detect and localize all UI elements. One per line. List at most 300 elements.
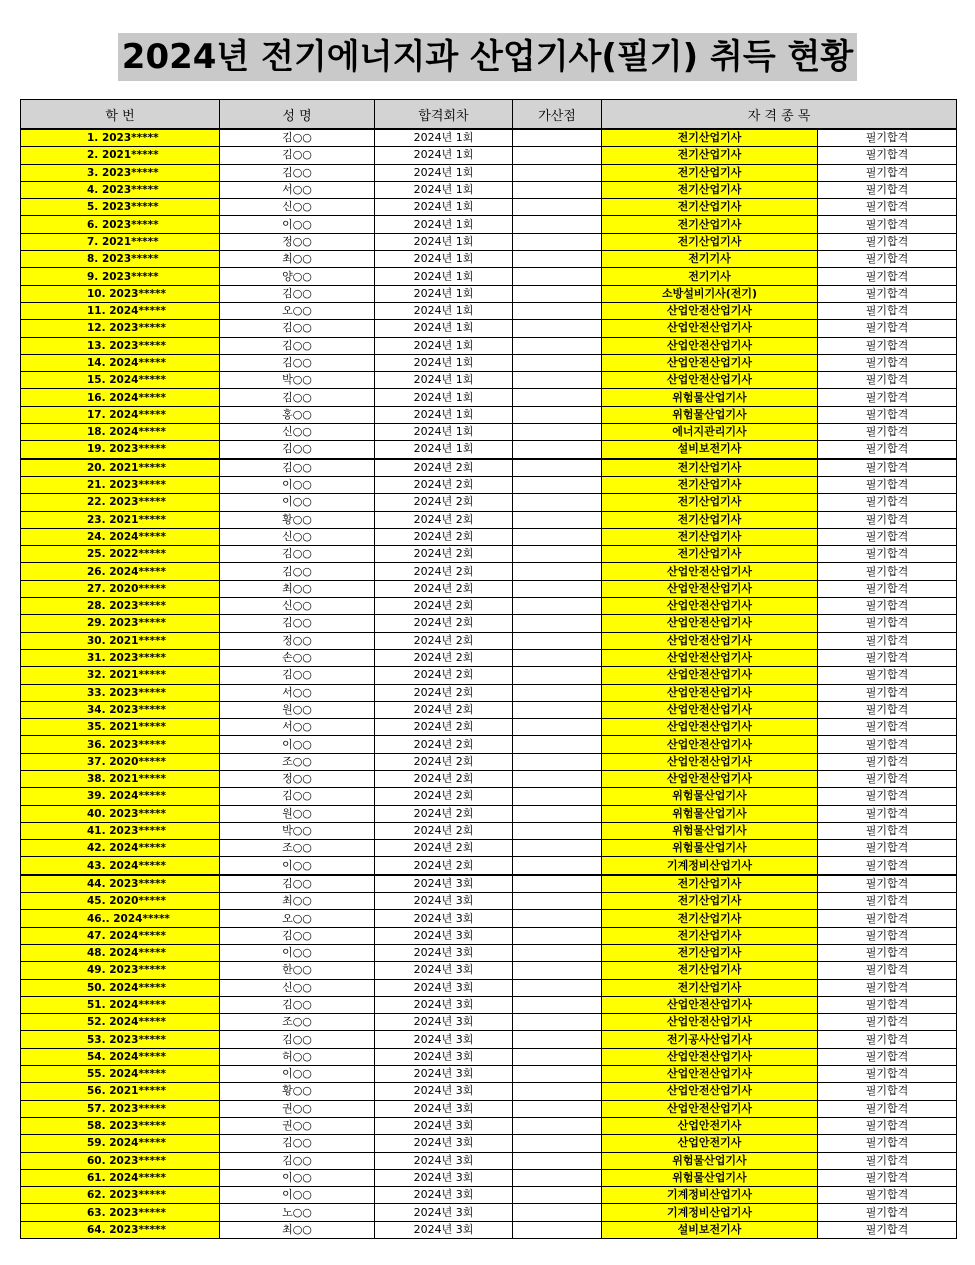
table-row: [21, 840, 957, 857]
cell-student-no: 27. 2020*****: [21, 580, 220, 597]
cell-bonus: [513, 441, 602, 459]
cell-round: 2024년 2회: [375, 563, 513, 580]
cell-bonus: [513, 770, 602, 787]
cell-name: 신○○: [220, 598, 375, 615]
cell-name: 김○○: [220, 788, 375, 805]
cell-round: 2024년 2회: [375, 667, 513, 684]
cell-bonus: [513, 476, 602, 493]
cell-round: 2024년 3회: [375, 1117, 513, 1134]
table-row: [21, 1066, 957, 1083]
cell-student-no: 50. 2024*****: [21, 979, 220, 996]
cell-bonus: [513, 459, 602, 477]
cell-student-no: 12. 2023*****: [21, 320, 220, 337]
table-row: [21, 910, 957, 927]
table-row: [21, 563, 957, 580]
cell-bonus: [513, 615, 602, 632]
cell-bonus: [513, 580, 602, 597]
cell-name: 이○○: [220, 736, 375, 753]
cell-result: 필기합격: [818, 962, 957, 979]
table-row: [21, 944, 957, 961]
cell-bonus: [513, 302, 602, 319]
cell-result: 필기합격: [818, 1152, 957, 1169]
cell-cert: 산업안전산업기사: [602, 354, 818, 371]
table-row: [21, 979, 957, 996]
table-row: [21, 1083, 957, 1100]
cell-result: 필기합격: [818, 944, 957, 961]
cell-name: 황○○: [220, 511, 375, 528]
cell-round: 2024년 1회: [375, 233, 513, 250]
cell-result: 필기합격: [818, 494, 957, 511]
cell-bonus: [513, 164, 602, 181]
table-row: [21, 147, 957, 164]
cell-name: 박○○: [220, 372, 375, 389]
cell-round: 2024년 3회: [375, 1169, 513, 1186]
cell-cert: 전기산업기사: [602, 181, 818, 198]
cell-cert: 위험물산업기사: [602, 822, 818, 839]
table-row: [21, 285, 957, 302]
cell-result: 필기합격: [818, 563, 957, 580]
cell-name: 김○○: [220, 147, 375, 164]
cell-cert: 산업안전산업기사: [602, 770, 818, 787]
cell-bonus: [513, 1117, 602, 1134]
cell-round: 2024년 3회: [375, 962, 513, 979]
table-row: [21, 1169, 957, 1186]
cell-student-no: 52. 2024*****: [21, 1014, 220, 1031]
cell-student-no: 63. 2023*****: [21, 1204, 220, 1221]
cell-cert: 위험물산업기사: [602, 788, 818, 805]
cell-bonus: [513, 667, 602, 684]
cell-name: 서○○: [220, 684, 375, 701]
cell-round: 2024년 2회: [375, 511, 513, 528]
cell-round: 2024년 2회: [375, 632, 513, 649]
table-row: [21, 770, 957, 787]
cell-bonus: [513, 268, 602, 285]
table-row: [21, 753, 957, 770]
cell-cert: 산업안전산업기사: [602, 719, 818, 736]
cell-name: 김○○: [220, 667, 375, 684]
cell-bonus: [513, 1066, 602, 1083]
cell-student-no: 60. 2023*****: [21, 1152, 220, 1169]
cell-cert: 위험물산업기사: [602, 805, 818, 822]
cell-round: 2024년 1회: [375, 164, 513, 181]
cell-bonus: [513, 216, 602, 233]
cell-student-no: 25. 2022*****: [21, 546, 220, 563]
cell-bonus: [513, 233, 602, 250]
cell-result: 필기합격: [818, 216, 957, 233]
cell-name: 최○○: [220, 251, 375, 268]
table-row: [21, 528, 957, 545]
cell-name: 권○○: [220, 1100, 375, 1117]
cell-name: 신○○: [220, 199, 375, 216]
cell-name: 홍○○: [220, 406, 375, 423]
cell-bonus: [513, 649, 602, 666]
cell-student-no: 31. 2023*****: [21, 649, 220, 666]
cell-student-no: 43. 2024*****: [21, 857, 220, 875]
table-row: [21, 511, 957, 528]
cell-round: 2024년 3회: [375, 1048, 513, 1065]
cell-cert: 전기산업기사: [602, 962, 818, 979]
cell-result: 필기합격: [818, 1221, 957, 1238]
cell-round: 2024년 1회: [375, 251, 513, 268]
cell-name: 최○○: [220, 893, 375, 910]
cell-name: 오○○: [220, 910, 375, 927]
cell-round: 2024년 3회: [375, 1083, 513, 1100]
cell-student-no: 35. 2021*****: [21, 719, 220, 736]
table-row: [21, 1135, 957, 1152]
cell-cert: 전기기사: [602, 268, 818, 285]
page-title: 2024년 전기에너지과 산업기사(필기) 취득 현황: [118, 33, 857, 81]
cell-result: 필기합격: [818, 719, 957, 736]
cell-cert: 전기산업기사: [602, 199, 818, 216]
cell-bonus: [513, 1135, 602, 1152]
table-row: [21, 719, 957, 736]
cell-bonus: [513, 199, 602, 216]
cell-student-no: 38. 2021*****: [21, 770, 220, 787]
cell-round: 2024년 3회: [375, 910, 513, 927]
cell-name: 원○○: [220, 805, 375, 822]
cell-result: 필기합격: [818, 857, 957, 875]
cell-cert: 설비보전기사: [602, 441, 818, 459]
cell-result: 필기합격: [818, 649, 957, 666]
cell-name: 신○○: [220, 528, 375, 545]
cell-student-no: 1. 2023*****: [21, 129, 220, 147]
cell-result: 필기합격: [818, 337, 957, 354]
cell-student-no: 44. 2023*****: [21, 875, 220, 893]
cell-round: 2024년 1회: [375, 337, 513, 354]
cell-name: 이○○: [220, 1169, 375, 1186]
cell-student-no: 53. 2023*****: [21, 1031, 220, 1048]
cell-cert: 산업안전산업기사: [602, 1048, 818, 1065]
cell-bonus: [513, 944, 602, 961]
cell-name: 김○○: [220, 285, 375, 302]
cell-cert: 산업안전산업기사: [602, 337, 818, 354]
cell-cert: 전기산업기사: [602, 129, 818, 147]
table-row: [21, 649, 957, 666]
cell-cert: 산업안전산업기사: [602, 632, 818, 649]
cell-cert: 전기공사산업기사: [602, 1031, 818, 1048]
cell-cert: 산업안전산업기사: [602, 667, 818, 684]
cell-student-no: 46.. 2024*****: [21, 910, 220, 927]
cell-round: 2024년 2회: [375, 684, 513, 701]
cell-result: 필기합격: [818, 199, 957, 216]
cell-bonus: [513, 857, 602, 875]
table-row: [21, 199, 957, 216]
cell-name: 김○○: [220, 615, 375, 632]
cell-round: 2024년 3회: [375, 927, 513, 944]
cell-name: 권○○: [220, 1117, 375, 1134]
cell-name: 서○○: [220, 181, 375, 198]
cell-round: 2024년 1회: [375, 372, 513, 389]
cell-name: 김○○: [220, 1031, 375, 1048]
table-row: [21, 598, 957, 615]
cell-round: 2024년 2회: [375, 459, 513, 477]
cell-cert: 산업안전산업기사: [602, 684, 818, 701]
cell-bonus: [513, 181, 602, 198]
table-row: [21, 546, 957, 563]
cell-result: 필기합격: [818, 285, 957, 302]
table-row: [21, 268, 957, 285]
table-row: [21, 805, 957, 822]
cell-bonus: [513, 320, 602, 337]
cell-bonus: [513, 1048, 602, 1065]
cell-student-no: 56. 2021*****: [21, 1083, 220, 1100]
cell-cert: 전기산업기사: [602, 944, 818, 961]
cell-round: 2024년 3회: [375, 1135, 513, 1152]
cell-round: 2024년 2회: [375, 649, 513, 666]
cell-result: 필기합격: [818, 147, 957, 164]
cell-cert: 위험물산업기사: [602, 389, 818, 406]
cell-bonus: [513, 1187, 602, 1204]
table-row: [21, 1014, 957, 1031]
cell-student-no: 11. 2024*****: [21, 302, 220, 319]
cell-round: 2024년 2회: [375, 494, 513, 511]
cell-student-no: 48. 2024*****: [21, 944, 220, 961]
cell-student-no: 57. 2023*****: [21, 1100, 220, 1117]
cell-cert: 전기산업기사: [602, 494, 818, 511]
cell-round: 2024년 1회: [375, 181, 513, 198]
cell-result: 필기합격: [818, 632, 957, 649]
cell-cert: 전기산업기사: [602, 476, 818, 493]
cell-bonus: [513, 546, 602, 563]
cell-round: 2024년 3회: [375, 1066, 513, 1083]
cell-bonus: [513, 1152, 602, 1169]
cell-name: 김○○: [220, 996, 375, 1013]
cell-bonus: [513, 1221, 602, 1238]
cell-name: 김○○: [220, 563, 375, 580]
cell-round: 2024년 1회: [375, 302, 513, 319]
cell-cert: 산업안전산업기사: [602, 598, 818, 615]
cell-bonus: [513, 1083, 602, 1100]
cell-cert: 산업안전산업기사: [602, 1066, 818, 1083]
cell-round: 2024년 2회: [375, 598, 513, 615]
cell-result: 필기합격: [818, 441, 957, 459]
cell-round: 2024년 2회: [375, 615, 513, 632]
cell-bonus: [513, 372, 602, 389]
cell-round: 2024년 1회: [375, 268, 513, 285]
cell-bonus: [513, 736, 602, 753]
cell-name: 김○○: [220, 1135, 375, 1152]
cell-name: 허○○: [220, 1048, 375, 1065]
cell-round: 2024년 3회: [375, 1152, 513, 1169]
cell-bonus: [513, 927, 602, 944]
cell-round: 2024년 2회: [375, 736, 513, 753]
cell-bonus: [513, 910, 602, 927]
cell-student-no: 22. 2023*****: [21, 494, 220, 511]
cell-bonus: [513, 337, 602, 354]
cell-name: 김○○: [220, 389, 375, 406]
cell-round: 2024년 1회: [375, 441, 513, 459]
table-header-row: [21, 100, 957, 130]
cell-student-no: 16. 2024*****: [21, 389, 220, 406]
table-row: [21, 701, 957, 718]
cell-result: 필기합격: [818, 129, 957, 147]
cell-bonus: [513, 511, 602, 528]
table-row: [21, 181, 957, 198]
cell-result: 필기합격: [818, 1169, 957, 1186]
cell-result: 필기합격: [818, 598, 957, 615]
cell-name: 서○○: [220, 719, 375, 736]
cell-name: 이○○: [220, 857, 375, 875]
cell-student-no: 34. 2023*****: [21, 701, 220, 718]
cell-student-no: 33. 2023*****: [21, 684, 220, 701]
cell-bonus: [513, 805, 602, 822]
cell-result: 필기합격: [818, 580, 957, 597]
table-row: [21, 1152, 957, 1169]
cell-round: 2024년 2회: [375, 805, 513, 822]
cell-name: 박○○: [220, 822, 375, 839]
cell-result: 필기합격: [818, 164, 957, 181]
cell-round: 2024년 1회: [375, 129, 513, 147]
table-row: [21, 1204, 957, 1221]
cell-student-no: 37. 2020*****: [21, 753, 220, 770]
cell-round: 2024년 3회: [375, 1221, 513, 1238]
cell-result: 필기합격: [818, 476, 957, 493]
table-row: [21, 251, 957, 268]
cell-bonus: [513, 1031, 602, 1048]
cell-cert: 전기기사: [602, 251, 818, 268]
cell-student-no: 10. 2023*****: [21, 285, 220, 302]
cell-name: 정○○: [220, 233, 375, 250]
table-row: [21, 302, 957, 319]
cell-student-no: 7. 2021*****: [21, 233, 220, 250]
cell-round: 2024년 1회: [375, 424, 513, 441]
cell-round: 2024년 3회: [375, 944, 513, 961]
cell-cert: 산업안전산업기사: [602, 753, 818, 770]
cell-cert: 위험물산업기사: [602, 1152, 818, 1169]
table-body: [21, 129, 957, 1239]
cell-student-no: 54. 2024*****: [21, 1048, 220, 1065]
cell-result: 필기합격: [818, 1048, 957, 1065]
cell-result: 필기합격: [818, 927, 957, 944]
cell-result: 필기합격: [818, 528, 957, 545]
cell-round: 2024년 1회: [375, 354, 513, 371]
cell-bonus: [513, 979, 602, 996]
table-row: [21, 875, 957, 893]
cell-student-no: 45. 2020*****: [21, 893, 220, 910]
cell-cert: 산업안전산업기사: [602, 996, 818, 1013]
cell-result: 필기합격: [818, 893, 957, 910]
cell-name: 이○○: [220, 1066, 375, 1083]
cell-bonus: [513, 1204, 602, 1221]
cell-name: 김○○: [220, 546, 375, 563]
table-row: [21, 1221, 957, 1238]
cell-student-no: 14. 2024*****: [21, 354, 220, 371]
cell-cert: 산업안전산업기사: [602, 701, 818, 718]
cell-cert: 전기산업기사: [602, 546, 818, 563]
header-student-no: 학 번: [21, 100, 220, 130]
cell-name: 최○○: [220, 1221, 375, 1238]
cell-name: 김○○: [220, 441, 375, 459]
table-row: [21, 788, 957, 805]
cell-round: 2024년 2회: [375, 719, 513, 736]
cell-student-no: 13. 2023*****: [21, 337, 220, 354]
cell-student-no: 62. 2023*****: [21, 1187, 220, 1204]
table-row: [21, 667, 957, 684]
cell-bonus: [513, 129, 602, 147]
cell-result: 필기합격: [818, 511, 957, 528]
cell-result: 필기합격: [818, 1083, 957, 1100]
cell-cert: 전기산업기사: [602, 511, 818, 528]
cell-result: 필기합격: [818, 822, 957, 839]
cell-cert: 산업안전산업기사: [602, 1014, 818, 1031]
header-bonus: 가산점: [513, 100, 602, 130]
table-row: [21, 389, 957, 406]
cell-cert: 산업안전산업기사: [602, 1100, 818, 1117]
cell-bonus: [513, 563, 602, 580]
cell-cert: 전기산업기사: [602, 893, 818, 910]
cell-result: 필기합격: [818, 1187, 957, 1204]
cell-cert: 위험물산업기사: [602, 406, 818, 423]
cell-result: 필기합격: [818, 233, 957, 250]
cell-cert: 산업안전산업기사: [602, 302, 818, 319]
table-row: [21, 1100, 957, 1117]
cell-result: 필기합격: [818, 753, 957, 770]
cell-student-no: 19. 2023*****: [21, 441, 220, 459]
cell-round: 2024년 1회: [375, 199, 513, 216]
cell-result: 필기합격: [818, 770, 957, 787]
table-row: [21, 320, 957, 337]
cell-result: 필기합격: [818, 788, 957, 805]
cell-bonus: [513, 893, 602, 910]
cell-result: 필기합격: [818, 320, 957, 337]
cell-result: 필기합격: [818, 1100, 957, 1117]
cell-round: 2024년 3회: [375, 1014, 513, 1031]
table-row: [21, 476, 957, 493]
results-table: [20, 99, 957, 1239]
cell-round: 2024년 2회: [375, 770, 513, 787]
cell-student-no: 17. 2024*****: [21, 406, 220, 423]
cell-student-no: 41. 2023*****: [21, 822, 220, 839]
cell-student-no: 61. 2024*****: [21, 1169, 220, 1186]
cell-student-no: 42. 2024*****: [21, 840, 220, 857]
table-row: [21, 354, 957, 371]
cell-round: 2024년 3회: [375, 875, 513, 893]
cell-bonus: [513, 251, 602, 268]
cell-student-no: 21. 2023*****: [21, 476, 220, 493]
cell-cert: 위험물산업기사: [602, 1169, 818, 1186]
cell-result: 필기합격: [818, 268, 957, 285]
cell-cert: 전기산업기사: [602, 979, 818, 996]
cell-cert: 위험물산업기사: [602, 840, 818, 857]
cell-result: 필기합격: [818, 354, 957, 371]
cell-round: 2024년 1회: [375, 285, 513, 302]
cell-name: 최○○: [220, 580, 375, 597]
table-row: [21, 1031, 957, 1048]
header-round: 합격회차: [375, 100, 513, 130]
cell-result: 필기합격: [818, 181, 957, 198]
cell-cert: 산업안전산업기사: [602, 320, 818, 337]
header-name: 성 명: [220, 100, 375, 130]
table-row: [21, 129, 957, 147]
cell-result: 필기합격: [818, 406, 957, 423]
cell-name: 한○○: [220, 962, 375, 979]
cell-student-no: 23. 2021*****: [21, 511, 220, 528]
cell-bonus: [513, 875, 602, 893]
cell-result: 필기합격: [818, 701, 957, 718]
cell-round: 2024년 3회: [375, 1031, 513, 1048]
table-row: [21, 615, 957, 632]
cell-cert: 기계정비산업기사: [602, 1187, 818, 1204]
cell-bonus: [513, 1169, 602, 1186]
table-row: [21, 337, 957, 354]
cell-bonus: [513, 406, 602, 423]
title-wrap: [0, 33, 975, 81]
cell-name: 김○○: [220, 927, 375, 944]
cell-cert: 산업안전산업기사: [602, 736, 818, 753]
cell-cert: 산업안전산업기사: [602, 1083, 818, 1100]
cell-student-no: 30. 2021*****: [21, 632, 220, 649]
cell-student-no: 9. 2023*****: [21, 268, 220, 285]
